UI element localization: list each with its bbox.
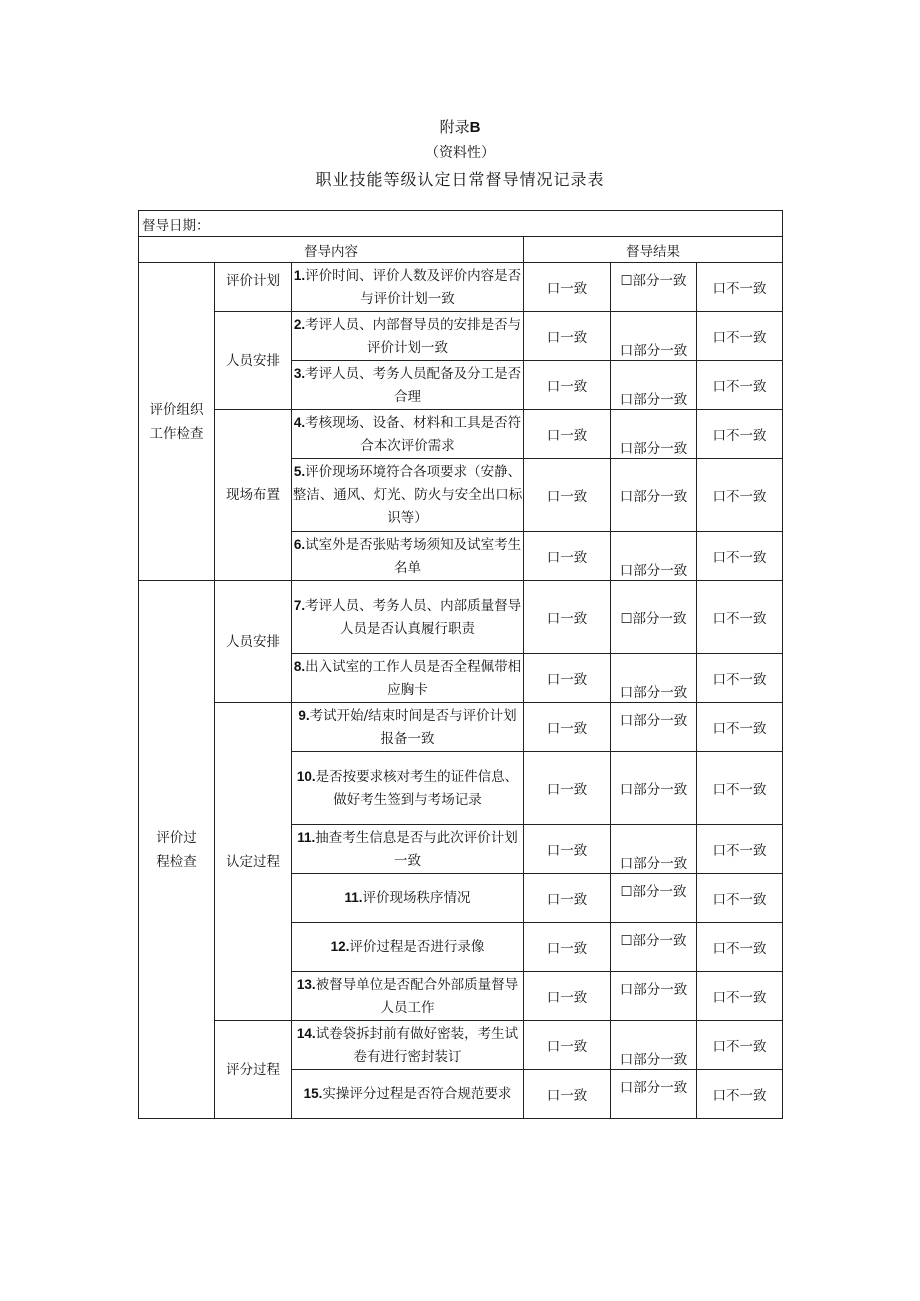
check-item: 5.评价现场环境符合各项要求（安静、整洁、通风、灯光、防火与安全出口标识等） — [292, 459, 524, 532]
option-partial[interactable]: 口部分一致 — [611, 1070, 697, 1119]
option-agree[interactable]: 口一致 — [524, 1070, 611, 1119]
option-partial[interactable]: ☐部分一致 — [611, 263, 697, 312]
check-item: 8.出入试室的工作人员是否全程佩带相应胸卡 — [292, 654, 524, 703]
option-disagree[interactable]: 口不一致 — [697, 263, 783, 312]
option-partial[interactable]: 口部分一致 — [611, 1021, 697, 1070]
option-partial[interactable]: 口部分一致 — [611, 459, 697, 532]
form-title: 职业技能等级认定日常督导情况记录表 — [315, 170, 605, 189]
option-partial[interactable]: 口部分一致 — [611, 410, 697, 459]
option-agree[interactable]: 口一致 — [524, 581, 611, 654]
option-agree[interactable]: 口一致 — [524, 874, 611, 923]
check-item: 3.考评人员、考务人员配备及分工是否合理 — [292, 361, 524, 410]
option-disagree[interactable]: 口不一致 — [697, 532, 783, 581]
group-label: 现场布置 — [215, 410, 292, 581]
option-agree[interactable]: 口一致 — [524, 972, 611, 1021]
supervision-date-label: 督导日期： — [139, 211, 783, 237]
group-label: 认定过程 — [215, 703, 292, 1021]
check-item: 1.评价时间、评价人数及评价内容是否与评价计划一致 — [292, 263, 524, 312]
option-disagree[interactable]: 口不一致 — [697, 752, 783, 825]
check-item: 15.实操评分过程是否符合规范要求 — [292, 1070, 524, 1119]
option-partial[interactable]: ☐部分一致 — [611, 874, 697, 923]
option-agree[interactable]: 口一致 — [524, 654, 611, 703]
option-agree[interactable]: 口一致 — [524, 410, 611, 459]
check-item: 11.评价现场秩序情况 — [292, 874, 524, 923]
option-agree[interactable]: 口一致 — [524, 263, 611, 312]
option-disagree[interactable]: 口不一致 — [697, 874, 783, 923]
col-header-content: 督导内容 — [139, 237, 524, 263]
option-disagree[interactable]: 口不一致 — [697, 1070, 783, 1119]
option-disagree[interactable]: 口不一致 — [697, 312, 783, 361]
option-agree[interactable]: 口一致 — [524, 752, 611, 825]
appendix-heading — [0, 116, 920, 137]
option-partial[interactable]: 口部分一致 — [611, 752, 697, 825]
option-disagree[interactable]: 口不一致 — [697, 703, 783, 752]
group-label: 评分过程 — [215, 1021, 292, 1119]
group-label: 评价计划 — [215, 263, 292, 312]
check-item: 9.考试开始/结束时间是否与评价计划报备一致 — [292, 703, 524, 752]
option-partial[interactable]: 口部分一致 — [611, 654, 697, 703]
check-item: 6.试室外是否张贴考场须知及试室考生名单 — [292, 532, 524, 581]
check-item: 13.被督导单位是否配合外部质量督导人员工作 — [292, 972, 524, 1021]
option-agree[interactable]: 口一致 — [524, 361, 611, 410]
option-partial[interactable]: 口部分一致 — [611, 532, 697, 581]
check-item: 7.考评人员、考务人员、内部质量督导人员是否认真履行职责 — [292, 581, 524, 654]
option-disagree[interactable]: 口不一致 — [697, 972, 783, 1021]
option-disagree[interactable]: 口不一致 — [697, 459, 783, 532]
option-disagree[interactable]: 口不一致 — [697, 654, 783, 703]
option-disagree[interactable]: 口不一致 — [697, 410, 783, 459]
section-label: 评价过 程检查 — [139, 581, 215, 1119]
option-partial[interactable]: 口部分一致 — [611, 703, 697, 752]
check-item: 14.试卷袋拆封前有做好密装，考生试卷有进行密封装订 — [292, 1021, 524, 1070]
option-agree[interactable]: 口一致 — [524, 459, 611, 532]
option-disagree[interactable]: 口不一致 — [697, 923, 783, 972]
option-partial[interactable]: ☐部分一致 — [611, 581, 697, 654]
option-partial[interactable]: ☐部分一致 — [611, 923, 697, 972]
supervision-record-table — [138, 210, 783, 1119]
group-label: 人员安排 — [215, 581, 292, 703]
option-partial[interactable]: 口部分一致 — [611, 972, 697, 1021]
option-agree[interactable]: 口一致 — [524, 532, 611, 581]
option-disagree[interactable]: 口不一致 — [697, 1021, 783, 1070]
appendix-note: （资料性） — [425, 145, 495, 161]
option-disagree[interactable]: 口不一致 — [697, 581, 783, 654]
group-label: 人员安排 — [215, 312, 292, 410]
col-header-result: 督导结果 — [524, 237, 783, 263]
option-disagree[interactable]: 口不一致 — [697, 361, 783, 410]
option-agree[interactable]: 口一致 — [524, 825, 611, 874]
option-partial[interactable]: 口部分一致 — [611, 825, 697, 874]
option-agree[interactable]: 口一致 — [524, 1021, 611, 1070]
option-agree[interactable]: 口一致 — [524, 312, 611, 361]
section-label: 评价组织 工作检查 — [139, 263, 215, 581]
check-item: 4.考核现场、设备、材料和工具是否符合本次评价需求 — [292, 410, 524, 459]
check-item: 2.考评人员、内部督导员的安排是否与评价计划一致 — [292, 312, 524, 361]
check-item: 11.抽查考生信息是否与此次评价计划一致 — [292, 825, 524, 874]
option-agree[interactable]: 口一致 — [524, 703, 611, 752]
check-item: 12.评价过程是否进行录像 — [292, 923, 524, 972]
option-partial[interactable]: 口部分一致 — [611, 312, 697, 361]
option-disagree[interactable]: 口不一致 — [697, 825, 783, 874]
appendix-letter: B — [469, 119, 481, 136]
option-agree[interactable]: 口一致 — [524, 923, 611, 972]
check-item: 10.是否按要求核对考生的证件信息、做好考生签到与考场记录 — [292, 752, 524, 825]
appendix-prefix: 附录 — [439, 118, 470, 136]
option-partial[interactable]: 口部分一致 — [611, 361, 697, 410]
